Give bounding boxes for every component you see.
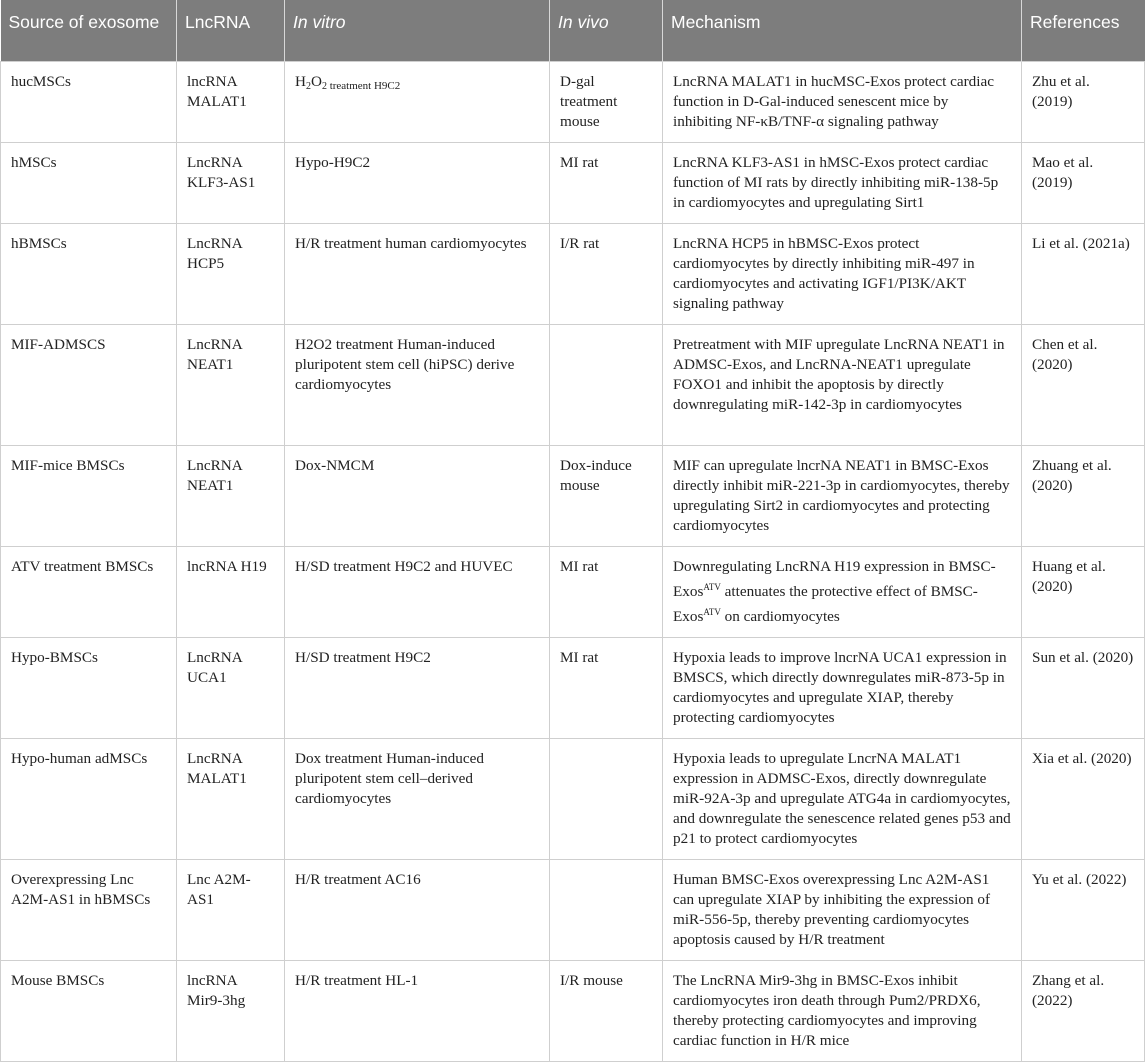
cell-mechanism: LncRNA MALAT1 in hucMSC-Exos protect cardiac function in D-Gal-induced senescent mice by inhibiting NF-κB/TNF-α signaling pathway [663, 61, 1022, 142]
superscript: ATV [703, 606, 721, 617]
table-row [1, 223, 1145, 324]
formula-sub: 2 [321, 80, 327, 92]
cell-in-vivo [550, 859, 663, 960]
cell-in-vitro: Hypo-H9C2 [285, 142, 550, 223]
cell-lncrna: lncRNA H19 [177, 546, 285, 637]
cell-references: Li et al. (2021a) [1022, 223, 1145, 324]
cell-references: Mao et al. (2019) [1022, 142, 1145, 223]
cell-in-vitro: H/SD treatment H9C2 and HUVEC [285, 546, 550, 637]
header-in-vitro: In vitro [285, 0, 550, 61]
cell-in-vitro: H2O2 treatment Human-induced pluripotent stem cell (hiPSC) derive cardiomyocytes [285, 324, 550, 445]
superscript: ATV [703, 581, 721, 592]
mechanism-text: Downregulating LncRNA H19 expression in BMSC-Exos [673, 557, 996, 600]
cell-lncrna: lncRNA MALAT1 [177, 61, 285, 142]
cell-lncrna: lncRNA Mir9-3hg [177, 960, 285, 1061]
cell-mechanism: LncRNA HCP5 in hBMSC-Exos protect cardiomyocytes by directly inhibiting miR-497 in cardiomyocytes and activating IGF1/PI3K/AKT signaling pathway [663, 223, 1022, 324]
cell-lncrna: Lnc A2M-AS1 [177, 859, 285, 960]
cell-in-vivo [550, 324, 663, 445]
table-row [1, 960, 1145, 1061]
formula-o: O [310, 72, 322, 90]
cell-in-vivo: I/R mouse [550, 960, 663, 1061]
mechanism-text: attenuates the protective effect of BMSC-Exos [673, 582, 978, 625]
cell-mechanism: The LncRNA Mir9-3hg in BMSC-Exos inhibit cardiomyocytes iron death through Pum2/PRDX6, thereby protecting cardiomyocytes and improving cardiac function in H/R mice [663, 960, 1022, 1061]
mechanism-text: on cardiomyocytes [720, 607, 840, 625]
cell-in-vivo [550, 738, 663, 859]
cell-references: Chen et al. (2020) [1022, 324, 1145, 445]
cell-source: ATV treatment BMSCs [1, 546, 177, 637]
header-in-vivo: In vivo [550, 0, 663, 61]
cell-references: Huang et al. (2020) [1022, 546, 1145, 637]
cell-references: Xia et al. (2020) [1022, 738, 1145, 859]
cell-in-vivo: Dox-induce mouse [550, 445, 663, 546]
cell-lncrna: LncRNA HCP5 [177, 223, 285, 324]
header-source: Source of exosome [1, 0, 177, 61]
cell-mechanism: Human BMSC-Exos overexpressing Lnc A2M-AS1 can upregulate XIAP by inhibiting the expression of miR-556-5p, thereby preventing cardiomyocytes apoptosis caused by H/R treatment [663, 859, 1022, 960]
cell-mechanism [663, 546, 1022, 637]
treatment-text: treatment H9C2 [326, 79, 401, 92]
cell-in-vivo: I/R rat [550, 223, 663, 324]
header-row [1, 0, 1145, 61]
header-mechanism: Mechanism [663, 0, 1022, 61]
cell-mechanism: LncRNA KLF3-AS1 in hMSC-Exos protect cardiac function of MI rats by directly inhibiting miR-138-5p in cardiomyocytes and upregulating Sirt1 [663, 142, 1022, 223]
cell-lncrna: LncRNA UCA1 [177, 637, 285, 738]
cell-source: Hypo-human adMSCs [1, 738, 177, 859]
cell-source: MIF-mice BMSCs [1, 445, 177, 546]
cell-lncrna: LncRNA NEAT1 [177, 445, 285, 546]
cell-in-vitro: H/R treatment human cardiomyocytes [285, 223, 550, 324]
cell-lncrna: LncRNA KLF3-AS1 [177, 142, 285, 223]
table-row [1, 637, 1145, 738]
header-references: References [1022, 0, 1145, 61]
cell-lncrna: LncRNA MALAT1 [177, 738, 285, 859]
cell-in-vivo: MI rat [550, 637, 663, 738]
cell-in-vivo: MI rat [550, 546, 663, 637]
cell-mechanism: Hypoxia leads to improve lncrNA UCA1 expression in BMSCS, which directly downregulates miR-873-5p in cardiomyocytes and upregulate XIAP, thereby protecting cardiomyocytes [663, 637, 1022, 738]
cell-references: Sun et al. (2020) [1022, 637, 1145, 738]
cell-in-vivo: D-gal treatment mouse [550, 61, 663, 142]
cell-references: Zhang et al. (2022) [1022, 960, 1145, 1061]
table-row [1, 738, 1145, 859]
table-row [1, 142, 1145, 223]
cell-source: Hypo-BMSCs [1, 637, 177, 738]
cell-source: Mouse BMSCs [1, 960, 177, 1061]
table-row [1, 859, 1145, 960]
cell-source: hBMSCs [1, 223, 177, 324]
cell-in-vitro: H/R treatment AC16 [285, 859, 550, 960]
cell-in-vivo: MI rat [550, 142, 663, 223]
cell-in-vitro: Dox-NMCM [285, 445, 550, 546]
cell-in-vitro: H/SD treatment H9C2 [285, 637, 550, 738]
formula-h: H [295, 72, 306, 90]
cell-source: Overexpressing Lnc A2M-AS1 in hBMSCs [1, 859, 177, 960]
cell-in-vitro [285, 61, 550, 142]
formula-sub: 2 [305, 80, 311, 92]
table-row [1, 324, 1145, 445]
table-row [1, 546, 1145, 637]
table-row [1, 445, 1145, 546]
cell-source: hMSCs [1, 142, 177, 223]
cell-source: MIF-ADMSCS [1, 324, 177, 445]
cell-mechanism: MIF can upregulate lncrNA NEAT1 in BMSC-Exos directly inhibit miR-221-3p in cardiomyocytes, thereby upregulating Sirt2 in cardiomyocytes and protecting cardiomyocytes [663, 445, 1022, 546]
cell-source: hucMSCs [1, 61, 177, 142]
cell-lncrna: LncRNA NEAT1 [177, 324, 285, 445]
cell-references: Yu et al. (2022) [1022, 859, 1145, 960]
cell-in-vitro: H/R treatment HL-1 [285, 960, 550, 1061]
table-row [1, 61, 1145, 142]
cell-in-vitro: Dox treatment Human-induced pluripotent stem cell–derived cardiomyocytes [285, 738, 550, 859]
cell-mechanism: Pretreatment with MIF upregulate LncRNA NEAT1 in ADMSC-Exos, and LncRNA-NEAT1 upregulate FOXO1 and inhibit the apoptosis by directly downregulating miR-142-3p in cardiomyocytes [663, 324, 1022, 445]
cell-mechanism: Hypoxia leads to upregulate LncrNA MALAT1 expression in ADMSC-Exos, directly downregulate miR-92A-3p and upregulate ATG4a in cardiomyocytes, and downregulate the senescence related genes p53 and p21 to protect cardiomyocytes [663, 738, 1022, 859]
cell-references: Zhuang et al. (2020) [1022, 445, 1145, 546]
cell-references: Zhu et al. (2019) [1022, 61, 1145, 142]
header-lncrna: LncRNA [177, 0, 285, 61]
